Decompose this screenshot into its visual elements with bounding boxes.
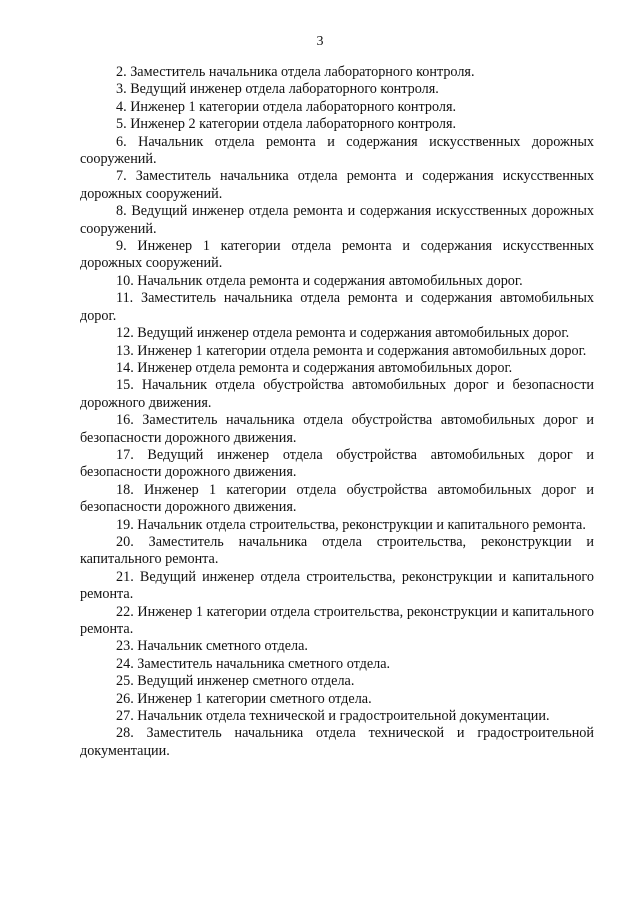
list-item: 13. Инженер 1 категории отдела ремонта и содержания автомобильных дорог.: [116, 342, 587, 359]
list-item: 16. Заместитель начальника отдела обустройства автомобильных дорог и безопасности дорожного движения.: [80, 412, 594, 446]
list-item: 17. Ведущий инженер отдела обустройства автомобильных дорог и безопасности дорожного движения.: [80, 446, 594, 481]
list-item: 18. Инженер 1 категории отдела обустройства автомобильных дорог и безопасности дорожного движения.: [80, 481, 594, 516]
list-item: 19. Начальник отдела строительства, реконструкции и капитального ремонта.: [116, 516, 586, 533]
list-item: 3. Ведущий инженер отдела лабораторного контроля.: [116, 81, 439, 98]
list-item: 28. Заместитель начальника отдела технической и градостроительной документации.: [80, 725, 594, 759]
list-item: 10. Начальник отдела ремонта и содержания автомобильных дорог.: [116, 272, 523, 289]
document-body: [80, 64, 594, 760]
list-item: 15. Начальник отдела обустройства автомобильных дорог и безопасности дорожного движения.: [80, 377, 594, 411]
list-item: 2. Заместитель начальника отдела лабораторного контроля.: [116, 64, 475, 80]
list-item: 21. Ведущий инженер отдела строительства, реконструкции и капитального ремонта.: [80, 568, 594, 603]
list-item: 22. Инженер 1 категории отдела строительства, реконструкции и капитального ремонта.: [80, 603, 594, 637]
list-item: 26. Инженер 1 категории сметного отдела.: [116, 690, 372, 707]
list-item: 7. Заместитель начальника отдела ремонта и содержания искусственных дорожных сооружений.: [80, 168, 594, 202]
list-item: 27. Начальник отдела технической и градостроительной документации.: [116, 708, 550, 725]
page-number: 3: [316, 34, 324, 49]
list-item: 4. Инженер 1 категории отдела лабораторного контроля.: [116, 98, 457, 115]
list-item: 8. Ведущий инженер отдела ремонта и содержания искусственных дорожных сооружений.: [80, 203, 594, 237]
list-item: 9. Инженер 1 категории отдела ремонта и содержания искусственных дорожных сооружений.: [80, 238, 594, 272]
list-item: 24. Заместитель начальника сметного отдела.: [116, 655, 391, 672]
list-item: 14. Инженер отдела ремонта и содержания автомобильных дорог.: [116, 359, 513, 376]
list-item: 11. Заместитель начальника отдела ремонта и содержания автомобильных дорог.: [80, 290, 594, 324]
list-item: 6. Начальник отдела ремонта и содержания искусственных дорожных сооружений.: [80, 133, 594, 168]
list-item: 25. Ведущий инженер сметного отдела.: [116, 673, 355, 690]
list-item: 12. Ведущий инженер отдела ремонта и содержания автомобильных дорог.: [116, 325, 570, 342]
list-item: 20. Заместитель начальника отдела строительства, реконструкции и капитального ремонта.: [80, 533, 594, 568]
list-item: 5. Инженер 2 категории отдела лабораторного контроля.: [116, 116, 457, 133]
list-item: 23. Начальник сметного отдела.: [116, 638, 308, 655]
